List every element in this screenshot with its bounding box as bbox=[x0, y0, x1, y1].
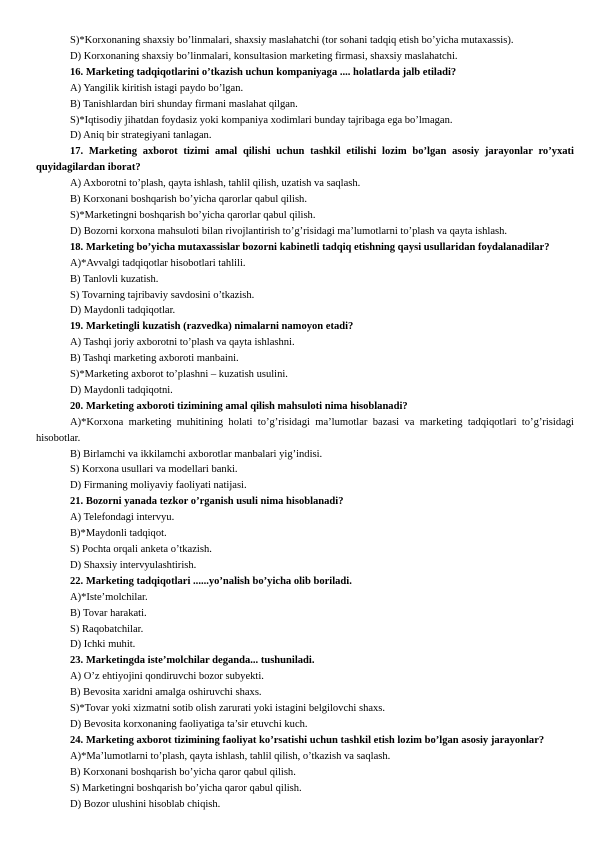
answer-option: A)*Avvalgi tadqiqotlar hisobotlari tahlili. bbox=[70, 257, 246, 269]
answer-option: A)*Korxona marketing muhitining holati to’g’risidagi ma’lumotlar bazasi va marketing tadqiqotlari to’g’risidagi hisobotlar. bbox=[36, 416, 574, 444]
answer-option: B) Korxonani boshqarish bo’yicha qarorlar qabul qilish. bbox=[70, 194, 307, 206]
answer-option: A) Tashqi joriy axborotni to’plash va qayta ishlashni. bbox=[70, 337, 295, 349]
document-body bbox=[36, 33, 574, 812]
answer-option: A) O’z ehtiyojini qondiruvchi bozor subyekti. bbox=[70, 671, 264, 683]
answer-option: B)*Maydonli tadqiqot. bbox=[70, 528, 167, 540]
answer-option: B) Korxonani boshqarish bo’yicha qaror qabul qilish. bbox=[70, 766, 296, 778]
answer-option: A)*Ma’lumotlarni to’plash, qayta ishlash, tahlil qilish, o’tkazish va saqlash. bbox=[70, 750, 391, 762]
answer-option: S) Pochta orqali anketa o’tkazish. bbox=[70, 544, 212, 555]
answer-option: S)*Tovar yoki xizmatni sotib olish zarurati yoki istagini belgilovchi shaxs. bbox=[70, 703, 386, 715]
answer-option: D) Bozor ulushini hisoblab chiqish. bbox=[70, 798, 221, 810]
answer-option: S)*Marketing axborot to’plashni – kuzatish usulini. bbox=[70, 369, 288, 381]
question-text: 16. Marketing tadqiqotlarini o’tkazish uchun kompaniyaga .... holatlarda jalb etiladi? bbox=[70, 66, 457, 78]
answer-option: D) Bozorni korxona mahsuloti bilan rivojlantirish to’g’risidagi ma’lumotlarni to’plash va qayta ishlash. bbox=[70, 225, 508, 237]
answer-option: S)*Marketingni boshqarish bo’yicha qarorlar qabul qilish. bbox=[70, 209, 316, 221]
question-text: 22. Marketing tadqiqotlari ......yo’nalish bo’yicha olib boriladi. bbox=[70, 575, 352, 587]
question-text: 19. Marketingli kuzatish (razvedka) nimalarni namoyon etadi? bbox=[70, 321, 354, 333]
answer-option: D) Bevosita korxonaning faoliyatiga ta’sir etuvchi kuch. bbox=[70, 718, 308, 730]
answer-option: B) Tashqi marketing axboroti manbaini. bbox=[70, 353, 239, 365]
question-text: 21. Bozorni yanada tezkor o’rganish usuli nima hisoblanadi? bbox=[70, 496, 344, 508]
answer-option: S) Korxona usullari va modellari banki. bbox=[70, 464, 238, 476]
answer-option: S)*Korxonaning shaxsiy bo’linmalari, shaxsiy maslahatchi (tor sohani tadqiq etish bo’yicha mutaxassis). bbox=[70, 35, 514, 46]
answer-option: S) Tovarning tajribaviy savdosini o’tkazish. bbox=[70, 289, 255, 301]
question-text: 23. Marketingda iste’molchilar deganda... tushuniladi. bbox=[70, 655, 315, 667]
answer-option: D) Maydonli tadqiqotni. bbox=[70, 384, 173, 396]
answer-option: B) Bevosita xaridni amalga oshiruvchi shaxs. bbox=[70, 687, 262, 699]
answer-option: A) Yangilik kiritish istagi paydo bo’lgan. bbox=[70, 82, 244, 94]
answer-option: B) Tovar harakati. bbox=[70, 607, 147, 619]
answer-option: D) Aniq bir strategiyani tanlagan. bbox=[70, 130, 212, 142]
answer-option: S) Raqobatchilar. bbox=[70, 623, 144, 635]
answer-option: D) Shaxsiy intervyulashtirish. bbox=[70, 559, 197, 571]
answer-option: D) Ichki muhit. bbox=[70, 639, 136, 651]
answer-option: A) Telefondagi intervyu. bbox=[70, 512, 175, 524]
question-text: 17. Marketing axborot tizimi amal qilishi uchun tashkil etilishi lozim bo’lgan asosiy jarayonlar ro’yxati quyidagilardan iborat? bbox=[36, 146, 574, 174]
answer-option: B) Birlamchi va ikkilamchi axborotlar manbalari yig’indisi. bbox=[70, 448, 323, 460]
question-text: 24. Marketing axborot tizimining faoliyat ko’rsatishi uchun tashkil etish lozim bo’lgan asosiy jarayonlar? bbox=[70, 734, 545, 746]
answer-option: D) Maydonli tadqiqotlar. bbox=[70, 305, 176, 317]
answer-option: D) Korxonaning shaxsiy bo’linmalari, konsultasion marketing firmasi, shaxsiy maslahatchi. bbox=[70, 50, 458, 62]
question-text: 20. Marketing axboroti tizimining amal qilish mahsuloti nima hisoblanadi? bbox=[70, 400, 408, 412]
answer-option: B) Tanishlardan biri shunday firmani maslahat qilgan. bbox=[70, 98, 298, 110]
answer-option: A)*Iste’molchilar. bbox=[70, 591, 148, 603]
answer-option: S)*Iqtisodiy jihatdan foydasiz yoki kompaniya xodimlari bunday tajribaga ega bo’lmagan. bbox=[70, 114, 453, 126]
question-text: 18. Marketing bo’yicha mutaxassislar bozorni kabinetli tadqiq etishning qaysi usullaridan foydalanadilar? bbox=[70, 241, 550, 253]
answer-option: A) Axborotni to’plash, qayta ishlash, tahlil qilish, uzatish va saqlash. bbox=[70, 178, 361, 190]
answer-option: S) Marketingni boshqarish bo’yicha qaror qabul qilish. bbox=[70, 782, 302, 794]
answer-option: B) Tanlovli kuzatish. bbox=[70, 273, 159, 285]
answer-option: D) Firmaning moliyaviy faoliyati natijasi. bbox=[70, 480, 247, 492]
